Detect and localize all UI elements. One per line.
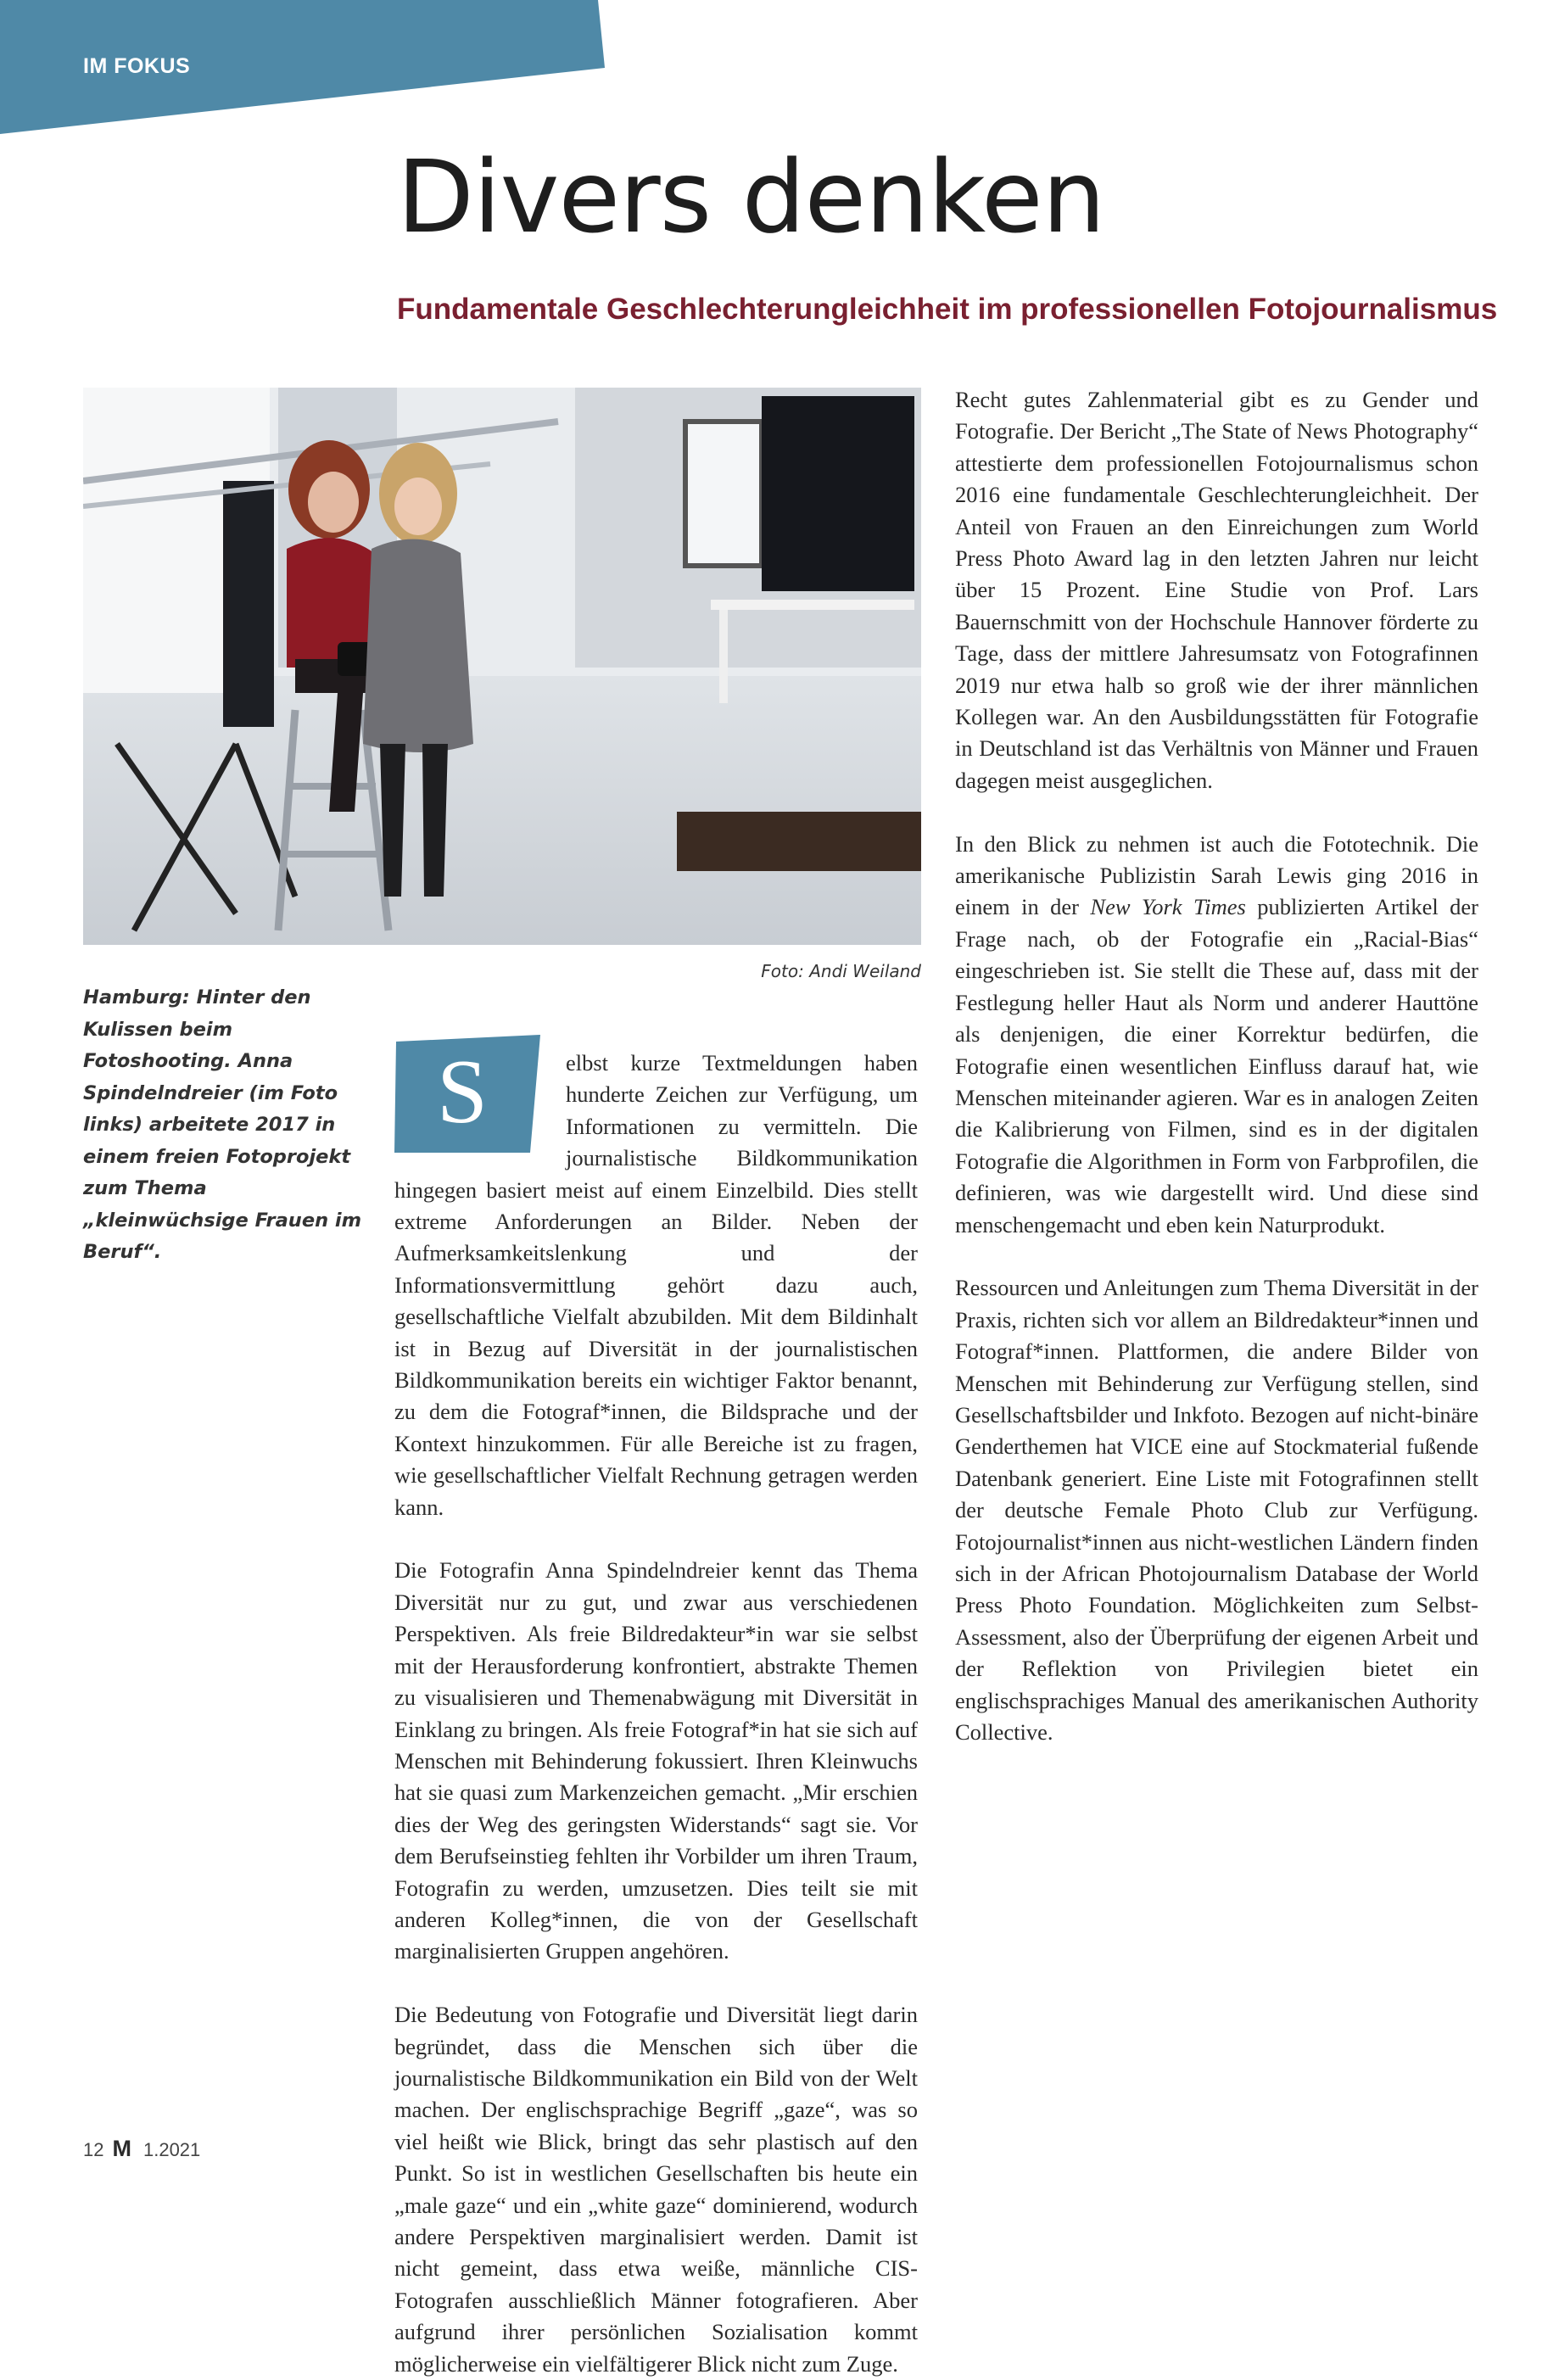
page-footer <box>83 2136 200 2162</box>
body-paragraph-5 <box>955 829 1478 1241</box>
body-column-right <box>955 384 1478 1748</box>
article-title: Divers denken <box>397 138 1105 255</box>
photo-floor <box>83 676 921 945</box>
photo-curtain-left <box>223 481 274 727</box>
photo-wooden-step <box>677 812 921 871</box>
section-label: IM FOKUS <box>83 54 191 78</box>
issue-number: 1.2021 <box>142 2139 201 2160</box>
photo-caption: Hamburg: Hinter den Kulissen beim Fotoshooting. Anna Spindelndreier (im Foto links) arbeitete 2017 in einem freien Fotoprojekt zum Thema „kleinwüchsige Frauen im Beruf“. <box>83 986 362 1263</box>
body-paragraph-5-start: In den Blick zu nehmen ist auch die Fototechnik. Die amerikanische Publizistin Sarah Lewis ging 2016 in einem in der <box>955 830 1478 920</box>
body-paragraph-1 <box>394 1042 918 1523</box>
body-paragraph-6: Ressourcen und Anleitungen zum Thema Diversität in der Praxis, richten sich vor allem an Bildredakteur*innen und Fotograf*innen. Plattformen, die andere Bilder von Menschen mit Behinderung zur Verfügung stellen, sind Gesellschaftsbilder und Inkfoto. Bezogen auf nicht-binäre Genderthemen hat VICE eine auf Stockmaterial fußende Datenbank generiert. Eine Liste mit Fotografinnen stellt der deutsche Female Photo Club zur Verfügung. Fotojournalist*innen aus nicht-westlichen Ländern finden sich in der African Photojournalism Database der World Press Photo Foundation. Möglichkeiten zum Selbst-Assessment, also der Überprüfung der eigenen Arbeit und der Reflektion von Privilegien bietet ein englischsprachiges Manual des amerikanischen Authority Collective. <box>955 1275 1478 1746</box>
body-paragraph-2: Die Fotografin Anna Spindelndreier kennt das Thema Diversität nur zu gut, und zwar aus verschiedenen Perspektiven. Als freie Bildredakteur*in war sie selbst mit der Herausforderung konfrontiert, abstrakte Themen zu visualisieren und Themenabwägung mit Diversität in Einklang zu bringen. Als freie Fotograf*in hat sie sich auf Menschen mit Behinderung fokussiert. Ihren Kleinwuchs hat sie quasi zum Markenzeichen gemacht. „Mir erschien dies der Weg des geringsten Widerstands“ sagt sie. Vor dem Berufseinstieg fehlten ihr Vorbilder um ihren Traum, Fotografin zu werden, umzusetzen. Dies teilt sie mit anderen Kolleg*innen, die von der Gesellschaft marginalisierten Gruppen angehören. <box>394 1557 918 1964</box>
photo-person-2-face <box>394 478 442 535</box>
body-paragraph-4: Recht gutes Zahlenmaterial gibt es zu Gender und Fotografie. Der Bericht „The State of News Photography“ attestierte dem professionellen Fotojournalismus schon 2016 eine fundamentale Geschlechterungleichheit. Der Anteil von Frauen an den Einreichungen zum World Press Photo Award lag in den letzten Jahren nur leicht über 15 Prozent. Eine Studie von Prof. Lars Bauernschmitt von der Hochschule Hannover förderte zu Tage, dass der mittlere Jahresumsatz von Fotografinnen 2019 nur etwa halb so groß wie der ihrer männlichen Kollegen war. An den Ausbildungsstätten für Fotografie in Deutschland ist das Verhältnis von Männer und Frauen dagegen meist ausgeglichen. <box>955 387 1478 793</box>
article-photo <box>83 388 921 945</box>
photo-person-2-dress <box>363 539 473 752</box>
magazine-name: M <box>112 2136 131 2161</box>
body-paragraph-1-text: elbst kurze Textmeldungen haben hunderte Zeichen zur Verfügung, um Informationen zu vermitteln. Die journalistische Bildkommunikation hingegen basiert meist auf einem Einzelbild. Dies stellt extreme Anforderungen an Bilder. Neben der Aufmerksamkeitslenkung und der Informationsvermittlung gehört dazu auch, gesellschaftliche Vielfalt abzubilden. Mit dem Bildinhalt ist in Bezug auf Diversität in der journalistischen Bildkommunikation bereits ein wichtiger Faktor benannt, zu dem die Fotograf*innen, die Bildsprache und der Kontext hinzukommen. Für alle Bereiche ist zu fragen, wie gesellschaftlicher Vielfalt Rechnung getragen werden kann. <box>394 1050 918 1520</box>
dropcap <box>394 1035 547 1153</box>
dropcap-letter: S <box>436 1042 489 1143</box>
body-paragraph-3: Die Bedeutung von Fotografie und Diversität liegt darin begründet, dass die Menschen sich über die journalistische Bildkommunikation ein Bild von der Welt machen. Der englischsprachige Begriff „gaze“, was so viel heißt wie Blick, bringt das sehr plastisch auf den Punkt. So ist in westlichen Gesellschaften bis heute ein „male gaze“ und ein „white gaze“ dominierend, wodurch andere Perspektiven marginalisiert werden. Damit ist nicht gemeint, dass etwa weiße, männliche CIS-Fotografen ausschließlich Männer fotografieren. Aber aufgrund ihrer persönlichen Sozialisation kommt möglicherweise ein vielfältigerer Blick nicht zum Zuge. <box>394 2002 918 2377</box>
photo-illustration <box>83 388 921 945</box>
photo-curtain-right <box>762 396 914 591</box>
photo-person-2-leg-2 <box>422 744 448 897</box>
photo-shelf-leg <box>719 610 728 703</box>
article-subtitle: Fundamentale Geschlechterungleichheit im professionellen Fotojournalismus <box>397 293 1498 326</box>
body-paragraph-5-end: publizierten Artikel der Frage nach, ob der Fotografie ein „Racial-Bias“ eingeschrieben ist. Sie stellt die These auf, dass mit der Festlegung heller Haut als Norm und anderer Hauttöne als denjenigen, die einer Korrektur bedürfen, die Fotografie einen wesentlichen Einfluss darauf hat, wie Menschen miteinander agieren. War es in analogen Zeiten die Kalibrierung von Filmen, sind es in der digitalen Fotografie die Algorithmen in Form von Farbprofilen, die definieren, was wie dargestellt wird. Und diese sind menschengemacht und eben kein Naturprodukt. <box>955 894 1479 1237</box>
publication-name: New York Times <box>1090 894 1246 920</box>
photo-window-right <box>685 422 762 566</box>
photo-person-2-leg <box>380 744 405 897</box>
page-number: 12 <box>83 2139 104 2160</box>
photo-person-face <box>308 472 359 533</box>
photo-credit: Foto: Andi Weiland <box>761 961 921 981</box>
body-column-middle <box>394 1042 918 2380</box>
photo-shelf <box>711 600 914 610</box>
